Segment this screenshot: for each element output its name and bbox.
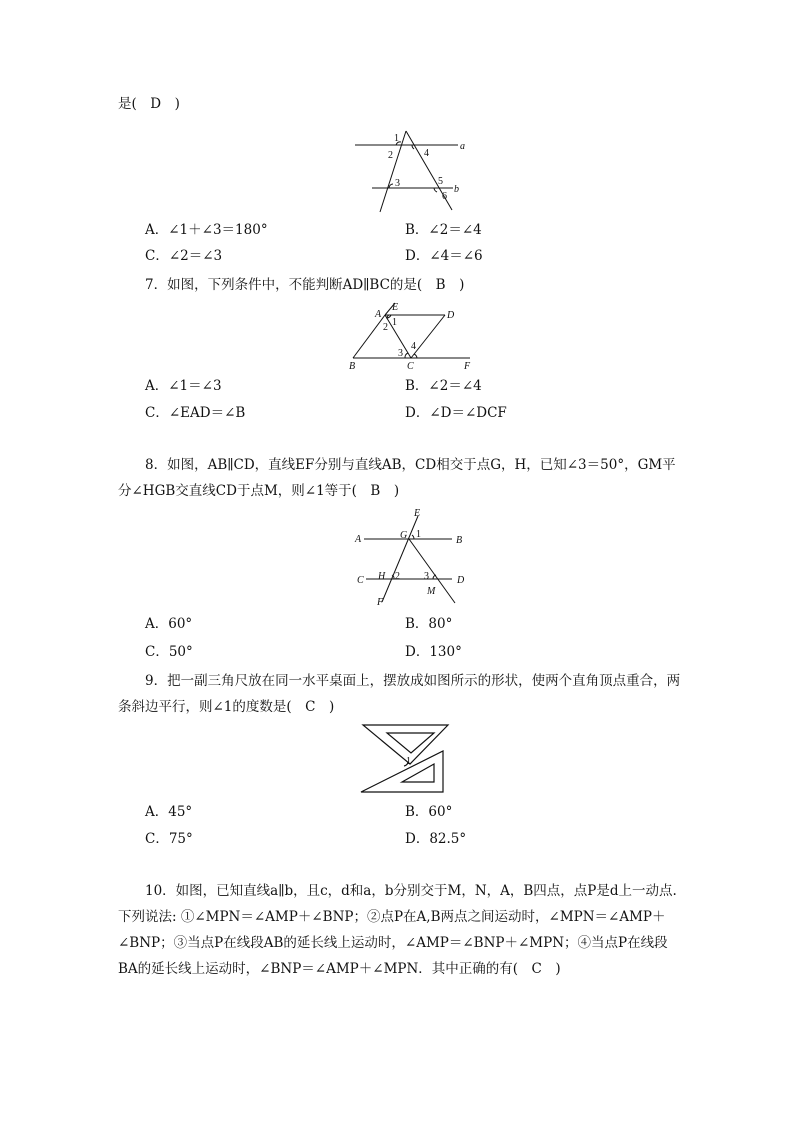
q7-stem: 7．如图，下列条件中，不能判断AD∥BC的是( B ) (145, 277, 465, 293)
q6-figure (350, 128, 480, 216)
q7-label-4: 4 (411, 341, 416, 352)
q7-label-B: B (349, 361, 356, 372)
q7-label-C: C (407, 361, 414, 372)
prev-question-tail: 是( D ) (118, 96, 180, 112)
q9-option-c: C．75° (145, 831, 193, 847)
q7-option-d: D．∠D＝∠DCF (405, 405, 507, 421)
q6-label-b: b (454, 184, 459, 195)
q7-option-b: B．∠2＝∠4 (405, 378, 482, 394)
transversal-left (380, 131, 406, 212)
q8-option-d: D．130° (405, 644, 462, 660)
q8-label-M: M (427, 586, 436, 597)
q7-label-3: 3 (398, 348, 403, 359)
q8-label-2: 2 (395, 571, 400, 582)
q6-label-6: 6 (442, 191, 447, 202)
q8-label-D: D (457, 575, 465, 586)
q6-label-1: 1 (394, 133, 399, 144)
q8-figure (352, 508, 472, 608)
q6-label-3: 3 (395, 178, 400, 189)
q6-option-a: A．∠1＋∠3＝180° (145, 222, 268, 238)
q7-label-A: A (375, 309, 382, 320)
q8-label-A: A (355, 534, 362, 545)
q7-option-a: A．∠1＝∠3 (145, 378, 222, 394)
line-ef (382, 516, 418, 602)
q7-option-c: C．∠EAD＝∠B (145, 405, 246, 421)
q6-label-4: 4 (424, 148, 429, 159)
q8-option-a: A．60° (145, 616, 193, 632)
segment-dc (411, 315, 445, 358)
q7-label-1: 1 (392, 317, 397, 328)
q8-option-c: C．50° (145, 644, 193, 660)
q8-label-C: C (357, 575, 364, 586)
q9-option-b: B．60° (405, 804, 453, 820)
q9-stem: 9．把一副三角尺放在同一水平桌面上，摆放成如图所示的形状，使两个直角顶点重合，两条斜边平行，则∠1的度数是( C ) (118, 673, 681, 715)
segment-ba (353, 315, 385, 358)
q9-label-1: 1 (406, 756, 411, 767)
q8-label-F: F (377, 597, 384, 608)
q7-label-D: D (447, 310, 455, 321)
q8-label-B: B (456, 535, 463, 546)
q8-option-b: B．80° (405, 616, 453, 632)
q9-figure (358, 722, 454, 796)
q6-label-2: 2 (388, 150, 393, 161)
q7-label-F: F (464, 361, 471, 372)
q7-figure (345, 298, 480, 372)
q6-option-b: B．∠2＝∠4 (405, 222, 482, 238)
q6-label-5: 5 (438, 176, 443, 187)
q8-label-1: 1 (416, 529, 421, 540)
q6-option-c: C．∠2＝∠3 (145, 248, 223, 264)
q6-label-a: a (460, 141, 465, 152)
q9-option-d: D．82.5° (405, 831, 467, 847)
q10-stem: 10．如图，已知直线a∥b，且c，d和a，b分别交于M，N，A，B四点，点P是d上一动点.下列说法: ①∠MPN＝∠AMP＋∠BNP；②点P在A,B两点之间运动时，∠MPN＝∠AMP＋∠BNP；③当点P在线段AB的延长线上运动时，∠AMP＝∠BNP＋∠MPN；④当点P在线段BA的延长线上运动时，∠BNP＝∠AMP＋∠MPN．其中正确的有( C ) (118, 883, 677, 977)
q8-label-E: E (414, 508, 421, 519)
q8-label-G: G (400, 530, 408, 541)
q9-option-a: A．45° (145, 804, 193, 820)
q7-label-E: E (392, 302, 399, 313)
q8-label-H: H (378, 571, 386, 582)
q7-label-2: 2 (383, 322, 388, 333)
q6-option-d: D．∠4＝∠6 (405, 248, 483, 264)
q8-label-3: 3 (424, 571, 429, 582)
q8-stem: 8．如图，AB∥CD，直线EF分别与直线AB，CD相交于点G，H，已知∠3＝50°，GM平分∠HGB交直线CD于点M，则∠1等于( B ) (118, 457, 676, 499)
